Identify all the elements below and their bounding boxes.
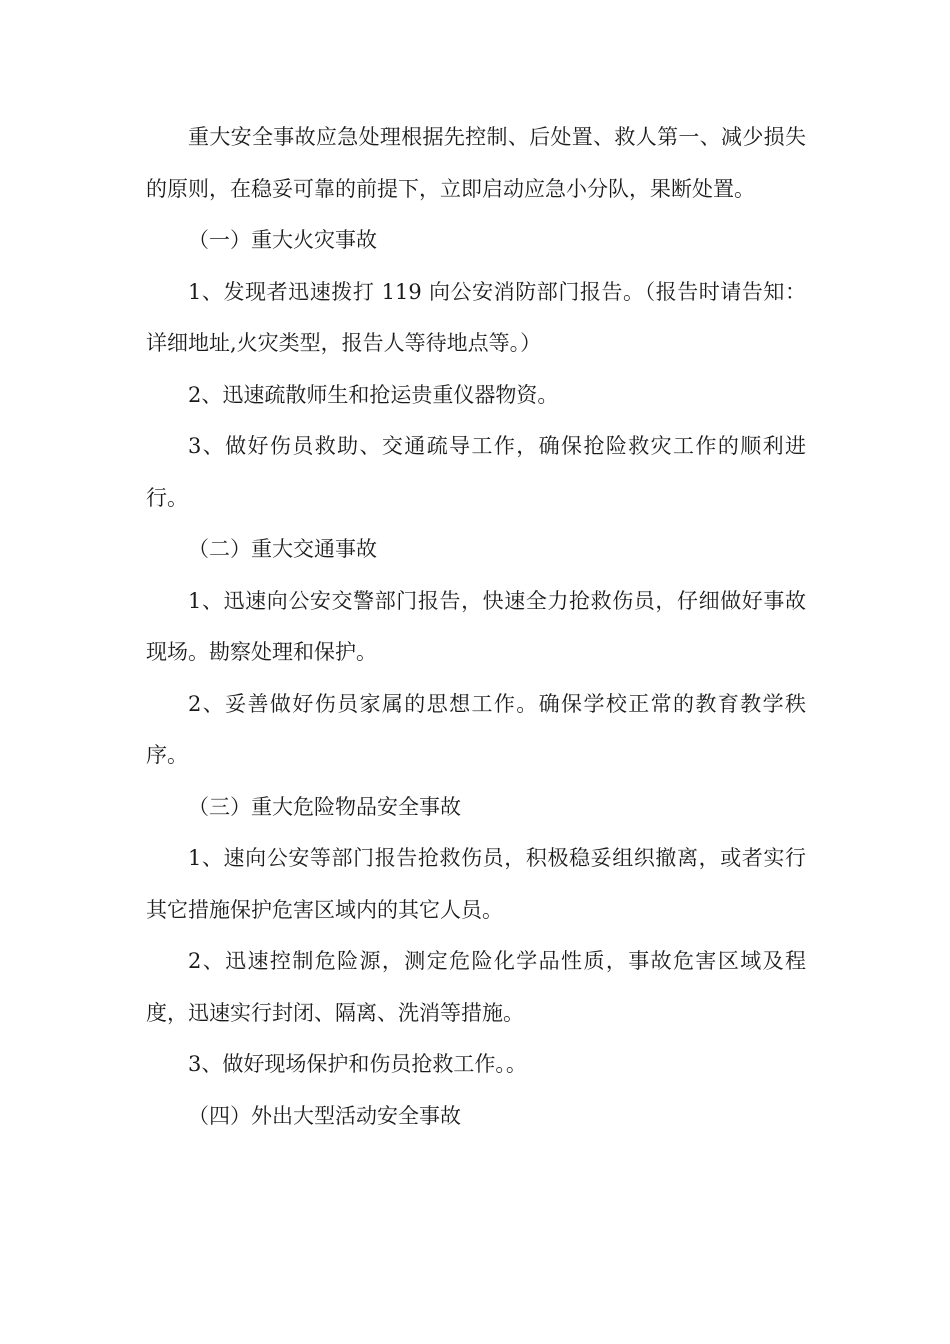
paragraph-hazmat-1: 1、速向公安等部门报告抢救伤员，积极稳妥组织撤离，或者实行其它措施保护危害区域内的其它人员。 xyxy=(146,846,806,922)
section-heading-fire: （一）重大火灾事故 xyxy=(188,228,377,252)
section-heading-outing: （四）外出大型活动安全事故 xyxy=(188,1103,461,1128)
paragraph-intro: 重大安全事故应急处理根据先控制、后处置、救人第一、减少损失的原则，在稳妥可靠的前提下，立即启动应急小分队，果断处置。 xyxy=(146,125,806,201)
paragraph-fire-3: 3、做好伤员救助、交通疏导工作，确保抢险救灾工作的顺利进行。 xyxy=(146,434,806,510)
section-heading-hazmat: （三）重大危险物品安全事故 xyxy=(188,794,461,819)
document-body xyxy=(146,112,806,1142)
paragraph-traffic-2: 2、妥善做好伤员家属的思想工作。确保学校正常的教育教学秩序。 xyxy=(146,691,806,767)
section-heading-traffic: （二）重大交通事故 xyxy=(188,537,377,561)
paragraph-fire-1: 1、发现者迅速拨打 119 向公安消防部门报告。（报告时请告知：详细地址,火灾类型，报告人等待地点等。） xyxy=(146,279,806,355)
paragraph-fire-2: 2、迅速疏散师生和抢运贵重仪器物资。 xyxy=(188,382,559,407)
paragraph-hazmat-3: 3、做好现场保护和伤员抢救工作。。 xyxy=(188,1052,527,1076)
paragraph-hazmat-2: 2、迅速控制危险源，测定危险化学品性质，事故危害区域及程度，迅速实行封闭、隔离、洗消等措施。 xyxy=(146,949,806,1025)
paragraph-traffic-1: 1、迅速向公安交警部门报告，快速全力抢救伤员，仔细做好事故现场。勘察处理和保护。 xyxy=(146,588,806,664)
